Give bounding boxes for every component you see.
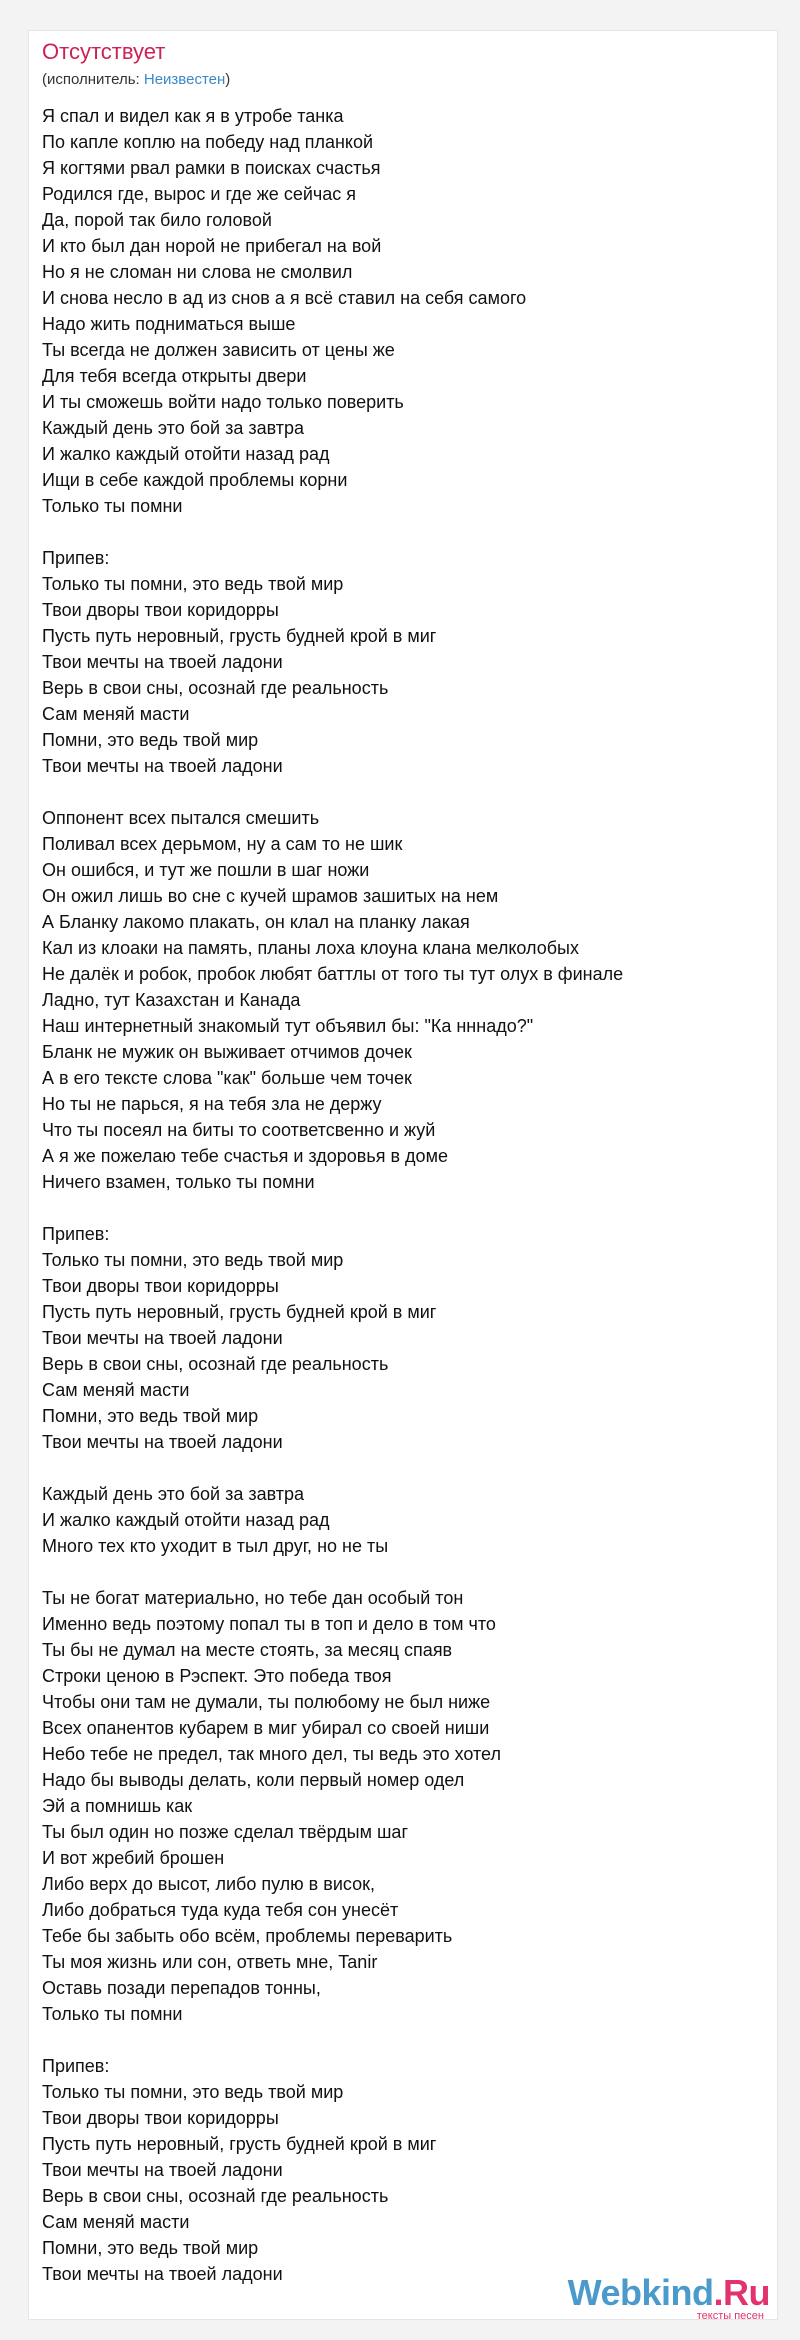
lyrics-line: Ты моя жизнь или сон, ответь мне, Tanir [42, 1952, 378, 1972]
lyrics-line: Припев: [42, 548, 110, 568]
lyrics-line: Сам меняй масти [42, 704, 190, 724]
lyrics-line: Бланк не мужик он выживает отчимов дочек [42, 1042, 412, 1062]
logo-tld: .Ru [713, 2272, 770, 2313]
lyrics-line: Надо жить подниматься выше [42, 314, 296, 334]
lyrics-line: Ты был один но позже сделал твёрдым шаг [42, 1822, 409, 1842]
lyrics-line: И жалко каждый отойти назад рад [42, 444, 330, 464]
lyrics-line: Для тебя всегда открыты двери [42, 366, 307, 386]
lyrics-line: Ты бы не думал на месте стоять, за месяц спаяв [42, 1640, 453, 1660]
lyrics-line: Я спал и видел как я в утробе танка [42, 106, 344, 126]
lyrics-line: И снова несло в ад из снов а я всё ставил на себя самого [42, 288, 527, 308]
artist-prefix: (исполнитель: [42, 71, 144, 88]
lyrics-line: Твои мечты на твоей ладони [42, 1432, 283, 1452]
lyrics-line: Только ты помни, это ведь твой мир [42, 1250, 344, 1270]
lyrics-line: Оставь позади перепадов тонны, [42, 1978, 321, 1998]
lyrics-line: Ты не богат материально, но тебе дан особый тон [42, 1588, 464, 1608]
lyrics-line: Я когтями рвал рамки в поисках счастья [42, 158, 381, 178]
lyrics-body [42, 103, 762, 2287]
lyrics-line: И жалко каждый отойти назад рад [42, 1510, 330, 1530]
lyrics-line: Эй а помнишь как [42, 1796, 193, 1816]
lyrics-line: Твои мечты на твоей ладони [42, 652, 283, 672]
lyrics-line: Строки ценою в Рэспект. Это победа твоя [42, 1666, 392, 1686]
lyrics-line: Только ты помни [42, 496, 183, 516]
lyrics-line: Именно ведь поэтому попал ты в топ и дело в том что [42, 1614, 496, 1634]
lyrics-line: И кто был дан норой не прибегал на вой [42, 236, 382, 256]
lyrics-line: Помни, это ведь твой мир [42, 2238, 259, 2258]
lyrics-line: Твои мечты на твоей ладони [42, 2264, 283, 2284]
artist-line [42, 70, 230, 90]
site-logo[interactable] [568, 2274, 770, 2322]
lyrics-line: Что ты посеял на биты то соответсвенно и жуй [42, 1120, 436, 1140]
lyrics-line: Но я не сломан ни слова не смолвил [42, 262, 353, 282]
lyrics-line: Верь в свои сны, осознай где реальность [42, 1354, 389, 1374]
lyrics-line: Да, порой так било головой [42, 210, 272, 230]
lyrics-line: А Бланку лакомо плакать, он клал на планку лакая [42, 912, 470, 932]
lyrics-line: Пусть путь неровный, грусть будней крой в миг [42, 1302, 437, 1322]
artist-link[interactable]: Неизвестен [143, 71, 226, 88]
lyrics-line: Он ожил лишь во сне с кучей шрамов зашитых на нем [42, 886, 499, 906]
lyrics-line: Поливал всех дерьмом, ну а сам то не шик [42, 834, 403, 854]
lyrics-line: Либо верх до высот, либо пулю в висок, [42, 1874, 375, 1894]
lyrics-line: Сам меняй масти [42, 1380, 190, 1400]
lyrics-line: Твои мечты на твоей ладони [42, 756, 283, 776]
lyrics-spacer [42, 1195, 762, 1221]
lyrics-spacer [42, 519, 762, 545]
lyrics-line: Помни, это ведь твой мир [42, 730, 259, 750]
lyrics-line: И ты сможешь войти надо только поверить [42, 392, 404, 412]
lyrics-line: Пусть путь неровный, грусть будней крой в миг [42, 626, 437, 646]
lyrics-line: Только ты помни, это ведь твой мир [42, 574, 344, 594]
lyrics-line: Всех опанентов кубарем в миг убирал со своей ниши [42, 1718, 490, 1738]
song-title: Отсутствует [42, 39, 166, 64]
lyrics-line: Помни, это ведь твой мир [42, 1406, 259, 1426]
lyrics-line: Твои мечты на твоей ладони [42, 1328, 283, 1348]
lyrics-line: Наш интернетный знакомый тут объявил бы: "Ка нннадо?" [42, 1016, 534, 1036]
lyrics-line: Много тех кто уходит в тыл друг, но не ты [42, 1536, 389, 1556]
lyrics-line: Ладно, тут Казахстан и Канада [42, 990, 301, 1010]
lyrics-line: Твои дворы твои коридорры [42, 2108, 279, 2128]
lyrics-line: Либо добраться туда куда тебя сон унесёт [42, 1900, 399, 1920]
lyrics-line: Припев: [42, 2056, 110, 2076]
lyrics-line: Каждый день это бой за завтра [42, 418, 305, 438]
lyrics-line: Твои дворы твои коридорры [42, 600, 279, 620]
lyrics-line: Только ты помни, это ведь твой мир [42, 2082, 344, 2102]
lyrics-line: Пусть путь неровный, грусть будней крой в миг [42, 2134, 437, 2154]
logo-tagline: тексты песен [696, 2310, 764, 2322]
lyrics-line: Надо бы выводы делать, коли первый номер одел [42, 1770, 465, 1790]
lyrics-line: Родился где, вырос и где же сейчас я [42, 184, 357, 204]
lyrics-line: Верь в свои сны, осознай где реальность [42, 678, 389, 698]
lyrics-line: Но ты не парься, я на тебя зла не держу [42, 1094, 382, 1114]
lyrics-spacer [42, 1559, 762, 1585]
lyrics-line: А в его тексте слова "как" больше чем точек [42, 1068, 412, 1088]
lyrics-line: Не далёк и робок, пробок любят баттлы от того ты тут олух в финале [42, 964, 624, 984]
lyrics-line: Верь в свои сны, осознай где реальность [42, 2186, 389, 2206]
lyrics-spacer [42, 779, 762, 805]
lyrics-line: Каждый день это бой за завтра [42, 1484, 305, 1504]
lyrics-spacer [42, 1455, 762, 1481]
lyrics-line: Небо тебе не предел, так много дел, ты ведь это хотел [42, 1744, 501, 1764]
lyrics-line: Чтобы они там не думали, ты полюбому не был ниже [42, 1692, 491, 1712]
lyrics-line: Ничего взамен, только ты помни [42, 1172, 315, 1192]
lyrics-line: Он ошибся, и тут же пошли в шаг ножи [42, 860, 370, 880]
lyrics-line: Припев: [42, 1224, 110, 1244]
lyrics-line: Ты всегда не должен зависить от цены же [42, 340, 395, 360]
lyrics-line: А я же пожелаю тебе счастья и здоровья в доме [42, 1146, 448, 1166]
lyrics-line: Твои мечты на твоей ладони [42, 2160, 283, 2180]
lyrics-spacer [42, 2027, 762, 2053]
lyrics-line: Тебе бы забыть обо всём, проблемы переварить [42, 1926, 453, 1946]
lyrics-line: Сам меняй масти [42, 2212, 190, 2232]
artist-suffix: ) [225, 71, 231, 88]
logo-name: Webkind [567, 2272, 714, 2313]
lyrics-line: Кал из клоаки на память, планы лоха клоуна клана мелколобых [42, 938, 579, 958]
lyrics-line: Оппонент всех пытался смешить [42, 808, 320, 828]
lyrics-line: Только ты помни [42, 2004, 183, 2024]
lyrics-line: По капле коплю на победу над планкой [42, 132, 374, 152]
lyrics-line: Твои дворы твои коридорры [42, 1276, 279, 1296]
logo-wordmark [568, 2274, 770, 2312]
lyrics-line: И вот жребий брошен [42, 1848, 225, 1868]
lyrics-line: Ищи в себе каждой проблемы корни [42, 470, 348, 490]
